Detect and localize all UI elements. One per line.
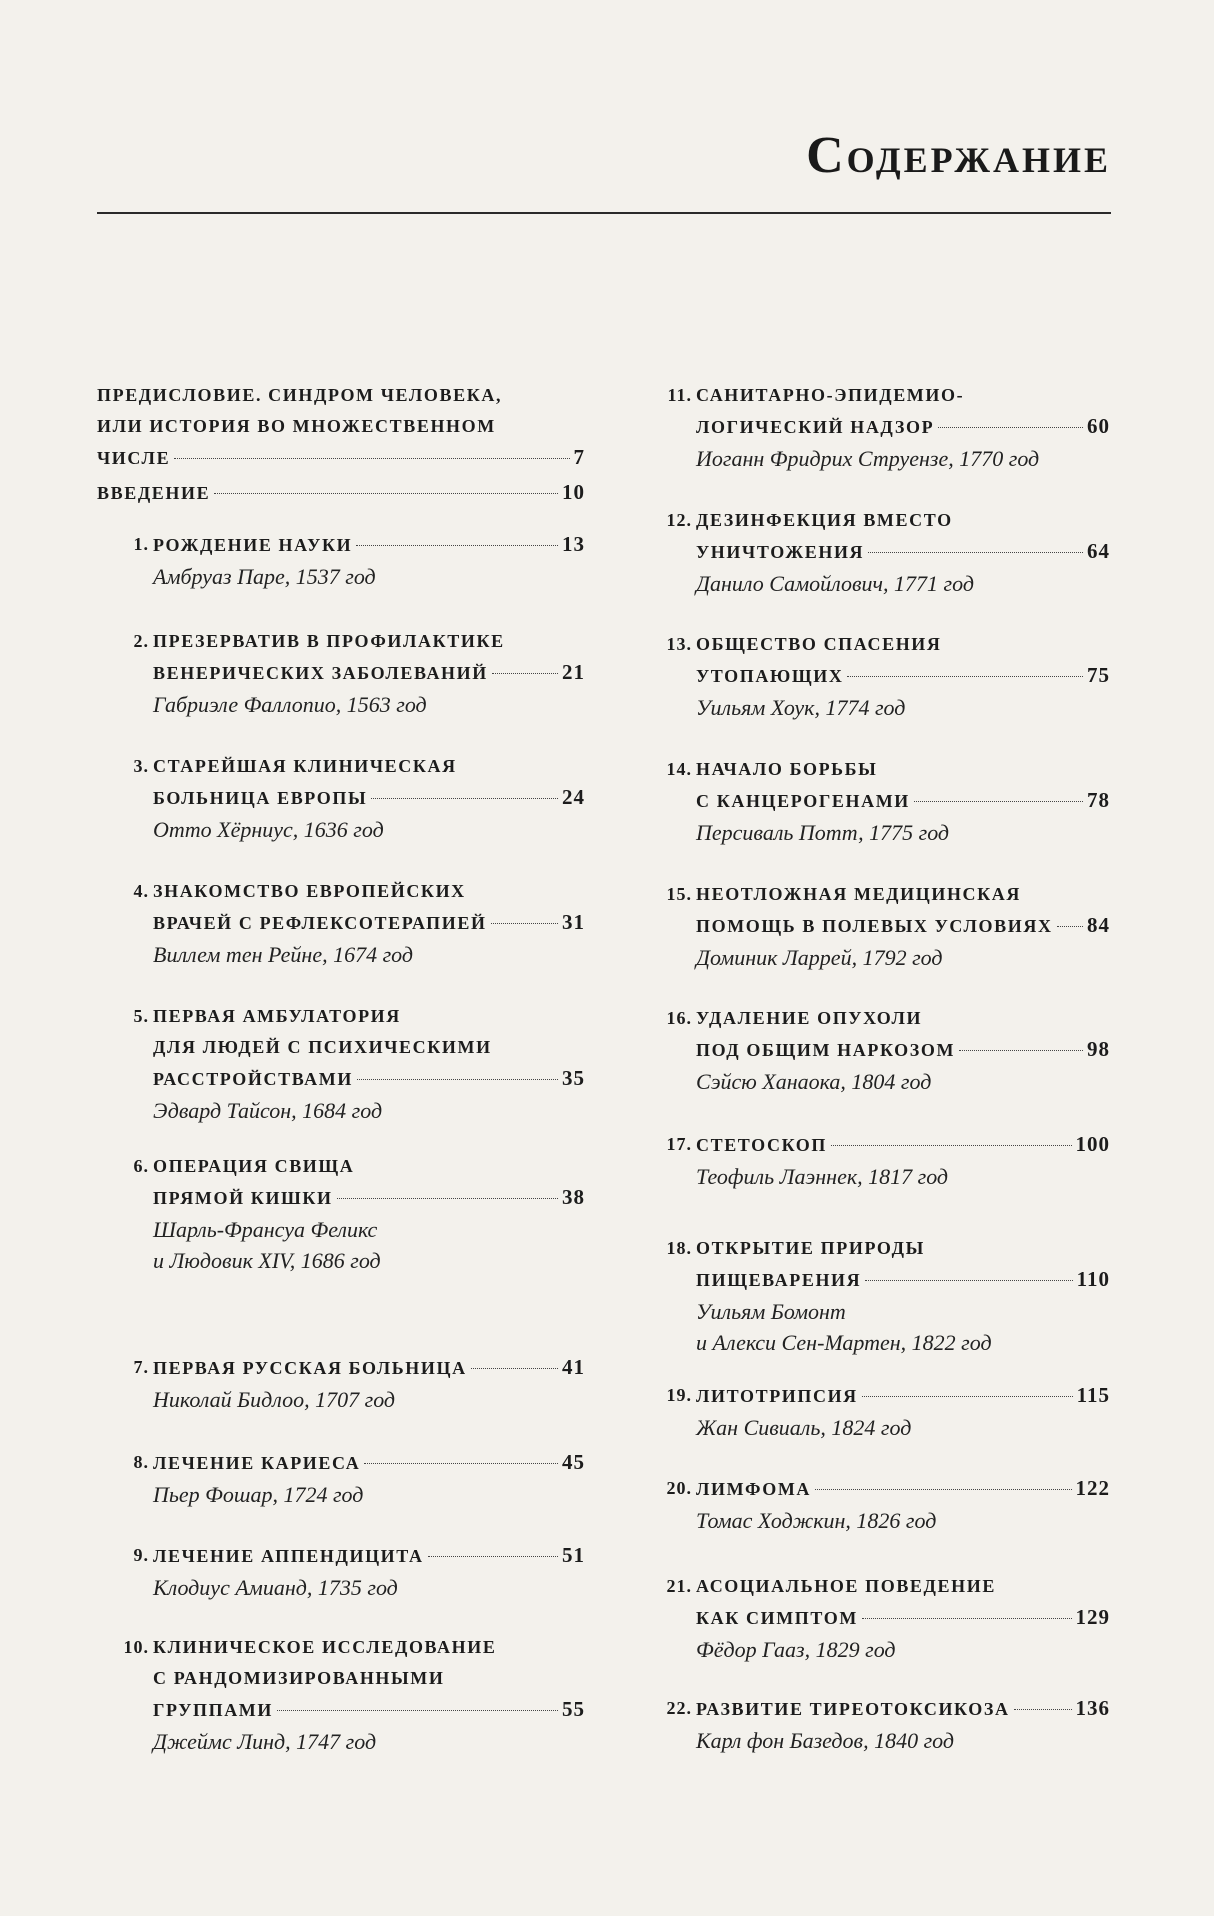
toc-entry[interactable]: [97, 529, 585, 592]
chapter-title-line: ЗНАКОМСТВО ЕВРОПЕЙСКИХ: [153, 881, 466, 901]
chapter-title-line: СТАРЕЙШАЯ КЛИНИЧЕСКАЯ: [153, 756, 457, 776]
chapter-title-text: ВВЕДЕНИЕ: [97, 483, 211, 503]
page-number[interactable]: 55: [562, 1697, 585, 1721]
chapter-title-text: ВРАЧЕЙ С РЕФЛЕКСОТЕРАПИЕЙ: [153, 913, 487, 933]
dot-leader: [831, 1145, 1071, 1146]
toc-entry[interactable]: [640, 879, 1110, 973]
toc-entry-body: [696, 754, 1110, 848]
chapter-title-text: ПЕРВАЯ РУССКАЯ БОЛЬНИЦА: [153, 1358, 467, 1378]
toc-entry-body: [153, 876, 585, 970]
chapter-title-line: АСОЦИАЛЬНОЕ ПОВЕДЕНИЕ: [696, 1576, 996, 1596]
chapter-title-line: ОТКРЫТИЕ ПРИРОДЫ: [696, 1238, 925, 1258]
chapter-author-year: и Людовик XIV, 1686 год: [153, 1248, 381, 1273]
chapter-author-year: Уильям Бомонт: [696, 1299, 846, 1324]
chapter-title-line: ДЕЗИНФЕКЦИЯ ВМЕСТО: [696, 510, 953, 530]
chapter-author-year: Томас Ходжкин, 1826 год: [696, 1508, 937, 1533]
chapter-title-line: ПЕРВАЯ АМБУЛАТОРИЯ: [153, 1006, 401, 1026]
dot-leader: [471, 1368, 558, 1369]
page-number[interactable]: 129: [1075, 1605, 1110, 1629]
chapter-title-text: С КАНЦЕРОГЕНАМИ: [696, 791, 910, 811]
chapter-title-last-line: [153, 529, 585, 561]
dot-leader: [862, 1396, 1073, 1397]
chapter-number: 16.: [666, 1008, 692, 1028]
page-number[interactable]: 136: [1075, 1696, 1110, 1720]
chapter-number: 13.: [666, 634, 692, 654]
toc-entry[interactable]: [640, 1129, 1110, 1192]
toc-entry-body: [153, 529, 585, 592]
chapter-title-text: ПИЩЕВАРЕНИЯ: [696, 1270, 862, 1290]
toc-entry-body: [97, 477, 585, 509]
chapter-title-text: КАК СИМПТОМ: [696, 1608, 858, 1628]
dot-leader: [938, 427, 1083, 428]
chapter-author-year: Пьер Фошар, 1724 год: [153, 1482, 364, 1507]
chapter-title-last-line: [696, 785, 1110, 817]
chapter-number: 9.: [133, 1545, 149, 1565]
chapter-author-year: Сэйсю Ханаока, 1804 год: [696, 1069, 932, 1094]
page-number[interactable]: 31: [562, 910, 585, 934]
chapter-title-last-line: [97, 477, 585, 509]
toc-entry-body: [153, 626, 585, 720]
page-number[interactable]: 10: [562, 480, 585, 504]
chapter-title-line: ПРЕЗЕРВАТИВ В ПРОФИЛАКТИКЕ: [153, 631, 505, 651]
page-number[interactable]: 38: [562, 1185, 585, 1209]
chapter-author-year: Отто Хёрниус, 1636 год: [153, 817, 384, 842]
chapter-title-text: ЛЕЧЕНИЕ КАРИЕСА: [153, 1453, 361, 1473]
toc-entry[interactable]: [97, 1632, 585, 1757]
chapter-number: 2.: [133, 631, 149, 651]
chapter-title-line: С РАНДОМИЗИРОВАННЫМИ: [153, 1668, 445, 1688]
chapter-title-text: ГРУППАМИ: [153, 1700, 274, 1720]
chapter-author-year: Персиваль Потт, 1775 год: [696, 820, 950, 845]
chapter-title-last-line: [153, 1694, 585, 1726]
toc-entry[interactable]: [97, 1447, 585, 1510]
chapter-title-last-line: [153, 657, 585, 689]
chapter-title-last-line: [696, 660, 1110, 692]
chapter-title-text: УНИЧТОЖЕНИЯ: [696, 542, 865, 562]
toc-entry-body: [153, 751, 585, 845]
page-number[interactable]: 24: [562, 785, 585, 809]
chapter-title-last-line: [97, 442, 585, 474]
chapter-title-line: ОБЩЕСТВО СПАСЕНИЯ: [696, 634, 942, 654]
toc-entry[interactable]: [97, 380, 585, 474]
toc-entry[interactable]: [640, 629, 1110, 723]
toc-entry[interactable]: [640, 380, 1110, 474]
page-number[interactable]: 51: [562, 1543, 585, 1567]
chapter-number: 6.: [133, 1156, 149, 1176]
chapter-author-year: Теофиль Лаэннек, 1817 год: [696, 1164, 949, 1189]
page-number[interactable]: 84: [1087, 913, 1110, 937]
toc-entry[interactable]: [640, 1233, 1110, 1358]
chapter-number: 14.: [666, 759, 692, 779]
chapter-number: 22.: [666, 1698, 692, 1718]
page-number[interactable]: 100: [1075, 1132, 1110, 1156]
page-number[interactable]: 60: [1087, 414, 1110, 438]
chapter-title-text: ПОМОЩЬ В ПОЛЕВЫХ УСЛОВИЯХ: [696, 916, 1053, 936]
chapter-title-text: ЧИСЛЕ: [97, 448, 171, 468]
chapter-title-line: КЛИНИЧЕСКОЕ ИССЛЕДОВАНИЕ: [153, 1637, 497, 1657]
chapter-number: 12.: [666, 510, 692, 530]
chapter-title-last-line: [153, 1352, 585, 1384]
chapter-title-text: ЛИМФОМА: [696, 1479, 812, 1499]
toc-entry[interactable]: [97, 477, 585, 509]
toc-entry-body: [153, 1447, 585, 1510]
page-number[interactable]: 35: [562, 1066, 585, 1090]
toc-entry-body: [696, 1380, 1110, 1443]
chapter-author-year: Эдвард Тайсон, 1684 год: [153, 1098, 383, 1123]
toc-entry-body: [696, 1233, 1110, 1358]
toc-entry-body: [97, 380, 585, 474]
toc-entry[interactable]: [97, 1001, 585, 1126]
toc-entry-body: [696, 879, 1110, 973]
toc-entry[interactable]: [97, 626, 585, 720]
chapter-title-last-line: [696, 1034, 1110, 1066]
chapter-number: 19.: [666, 1385, 692, 1405]
toc-entry-body: [153, 1001, 585, 1126]
dot-leader: [862, 1618, 1072, 1619]
chapter-title-text: РОЖДЕНИЕ НАУКИ: [153, 535, 353, 555]
chapter-title-line: НЕОТЛОЖНАЯ МЕДИЦИНСКАЯ: [696, 884, 1022, 904]
toc-entry[interactable]: [97, 876, 585, 970]
chapter-title-last-line: [153, 907, 585, 939]
dot-leader: [492, 673, 558, 674]
page-number[interactable]: 98: [1087, 1037, 1110, 1061]
dot-leader: [868, 552, 1083, 553]
chapter-title-last-line: [153, 1540, 585, 1572]
chapter-number: 18.: [666, 1238, 692, 1258]
toc-entry[interactable]: [97, 1151, 585, 1276]
toc-entry-body: [696, 380, 1110, 474]
chapter-title-line: ОПЕРАЦИЯ СВИЩА: [153, 1156, 355, 1176]
chapter-title-line: САНИТАРНО-ЭПИДЕМИО-: [696, 385, 965, 405]
toc-entry-body: [153, 1352, 585, 1415]
page-number[interactable]: 115: [1076, 1383, 1110, 1407]
dot-leader: [815, 1489, 1071, 1490]
dot-leader: [356, 545, 558, 546]
toc-entry[interactable]: [640, 1473, 1110, 1536]
page-number[interactable]: 122: [1075, 1476, 1110, 1500]
page-number[interactable]: 78: [1087, 788, 1110, 812]
dot-leader: [1057, 926, 1083, 927]
dot-leader: [847, 676, 1083, 677]
chapter-title-last-line: [153, 1447, 585, 1479]
chapter-title-text: УТОПАЮЩИХ: [696, 666, 844, 686]
chapter-title-text: РАССТРОЙСТВАМИ: [153, 1069, 353, 1089]
chapter-number: 21.: [666, 1576, 692, 1596]
chapter-number: 5.: [133, 1006, 149, 1026]
dot-leader: [959, 1050, 1083, 1051]
chapter-author-year: Николай Бидлоо, 1707 год: [153, 1387, 396, 1412]
toc-entry[interactable]: [640, 1003, 1110, 1097]
chapter-number: 15.: [666, 884, 692, 904]
toc-entry[interactable]: [97, 751, 585, 845]
chapter-title-text: ЛЕЧЕНИЕ АППЕНДИЦИТА: [153, 1546, 424, 1566]
page-number[interactable]: 21: [562, 660, 585, 684]
chapter-title-text: РАЗВИТИЕ ТИРЕОТОКСИКОЗА: [696, 1699, 1010, 1719]
chapter-title-text: ПОД ОБЩИМ НАРКОЗОМ: [696, 1040, 956, 1060]
chapter-title-last-line: [153, 1182, 585, 1214]
toc-entry-body: [696, 1473, 1110, 1536]
chapter-number: 1.: [133, 534, 149, 554]
chapter-author-year: Доминик Ларрей, 1792 год: [696, 945, 943, 970]
chapter-author-year: Жан Сивиаль, 1824 год: [696, 1415, 912, 1440]
chapter-author-year: Шарль-Франсуа Феликс: [153, 1217, 378, 1242]
toc-entry[interactable]: [97, 1540, 585, 1603]
chapter-title-text: ЛИТОТРИПСИЯ: [696, 1386, 858, 1406]
toc-entry-body: [696, 1571, 1110, 1665]
chapter-title-last-line: [153, 782, 585, 814]
toc-entry-body: [153, 1540, 585, 1603]
chapter-number: 10.: [123, 1637, 149, 1657]
title-rule: [97, 212, 1111, 214]
chapter-title-text: СТЕТОСКОП: [696, 1135, 828, 1155]
dot-leader: [277, 1710, 558, 1711]
dot-leader: [357, 1079, 558, 1080]
chapter-title-last-line: [696, 1693, 1110, 1725]
chapter-title-line: ИЛИ ИСТОРИЯ ВО МНОЖЕСТВЕННОМ: [97, 416, 496, 436]
chapter-title-last-line: [696, 1473, 1110, 1505]
chapter-title-last-line: [696, 1602, 1110, 1634]
dot-leader: [865, 1280, 1072, 1281]
chapter-title-last-line: [696, 1264, 1110, 1296]
toc-entry-body: [153, 1151, 585, 1276]
chapter-number: 17.: [666, 1134, 692, 1154]
chapter-author-year: и Алекси Сен-Мартен, 1822 год: [696, 1330, 992, 1355]
toc-entry-body: [696, 629, 1110, 723]
dot-leader: [364, 1463, 558, 1464]
toc-entry[interactable]: [97, 1352, 585, 1415]
chapter-author-year: Уильям Хоук, 1774 год: [696, 695, 906, 720]
chapter-title-line: ДЛЯ ЛЮДЕЙ С ПСИХИЧЕСКИМИ: [153, 1037, 492, 1057]
chapter-author-year: Иоганн Фридрих Струензе, 1770 год: [696, 446, 1040, 471]
toc-entry[interactable]: [640, 754, 1110, 848]
chapter-author-year: Виллем тен Рейне, 1674 год: [153, 942, 414, 967]
page-title: Содержание: [806, 127, 1111, 184]
chapter-number: 8.: [133, 1452, 149, 1472]
toc-entry-body: [696, 1129, 1110, 1192]
chapter-number: 11.: [667, 385, 692, 405]
toc-entry[interactable]: [640, 1571, 1110, 1665]
page-number[interactable]: 75: [1087, 663, 1110, 687]
page-number[interactable]: 64: [1087, 539, 1110, 563]
chapter-title-line: УДАЛЕНИЕ ОПУХОЛИ: [696, 1008, 923, 1028]
toc-entry[interactable]: [640, 505, 1110, 599]
toc-entry-body: [696, 1693, 1110, 1756]
dot-leader: [428, 1556, 558, 1557]
header: [97, 126, 1111, 185]
chapter-author-year: Данило Самойлович, 1771 год: [696, 571, 974, 596]
toc-entry[interactable]: [640, 1693, 1110, 1756]
dot-leader: [491, 923, 558, 924]
chapter-title-line: ПРЕДИСЛОВИЕ. СИНДРОМ ЧЕЛОВЕКА,: [97, 385, 503, 405]
chapter-title-last-line: [696, 910, 1110, 942]
chapter-author-year: Амбруаз Паре, 1537 год: [153, 564, 376, 589]
page-number[interactable]: 13: [562, 532, 585, 556]
toc-entry[interactable]: [640, 1380, 1110, 1443]
chapter-title-last-line: [696, 1129, 1110, 1161]
chapter-title-last-line: [696, 1380, 1110, 1412]
chapter-title-text: БОЛЬНИЦА ЕВРОПЫ: [153, 788, 368, 808]
chapter-title-text: ПРЯМОЙ КИШКИ: [153, 1188, 333, 1208]
page-number[interactable]: 110: [1076, 1267, 1110, 1291]
page-number[interactable]: 7: [573, 445, 585, 469]
dot-leader: [337, 1198, 558, 1199]
chapter-title-line: НАЧАЛО БОРЬБЫ: [696, 759, 878, 779]
chapter-number: 20.: [666, 1478, 692, 1498]
toc-entry-body: [696, 505, 1110, 599]
dot-leader: [174, 458, 569, 459]
dot-leader: [371, 798, 558, 799]
chapter-title-last-line: [696, 536, 1110, 568]
chapter-author-year: Карл фон Базедов, 1840 год: [696, 1728, 954, 1753]
chapter-number: 7.: [133, 1357, 149, 1377]
chapter-title-text: ЛОГИЧЕСКИЙ НАДЗОР: [696, 417, 935, 437]
chapter-author-year: Джеймс Линд, 1747 год: [153, 1729, 377, 1754]
chapter-author-year: Габриэле Фаллопио, 1563 год: [153, 692, 427, 717]
chapter-title-last-line: [696, 411, 1110, 443]
dot-leader: [214, 493, 558, 494]
chapter-number: 4.: [133, 881, 149, 901]
page-number[interactable]: 41: [562, 1355, 585, 1379]
dot-leader: [1014, 1709, 1072, 1710]
chapter-number: 3.: [133, 756, 149, 776]
chapter-title-text: ВЕНЕРИЧЕСКИХ ЗАБОЛЕВАНИЙ: [153, 663, 488, 683]
dot-leader: [914, 801, 1083, 802]
toc-entry-body: [153, 1632, 585, 1757]
toc-entry-body: [696, 1003, 1110, 1097]
page-number[interactable]: 45: [562, 1450, 585, 1474]
chapter-author-year: Фёдор Гааз, 1829 год: [696, 1637, 896, 1662]
chapter-author-year: Клодиус Амианд, 1735 год: [153, 1575, 398, 1600]
chapter-title-last-line: [153, 1063, 585, 1095]
